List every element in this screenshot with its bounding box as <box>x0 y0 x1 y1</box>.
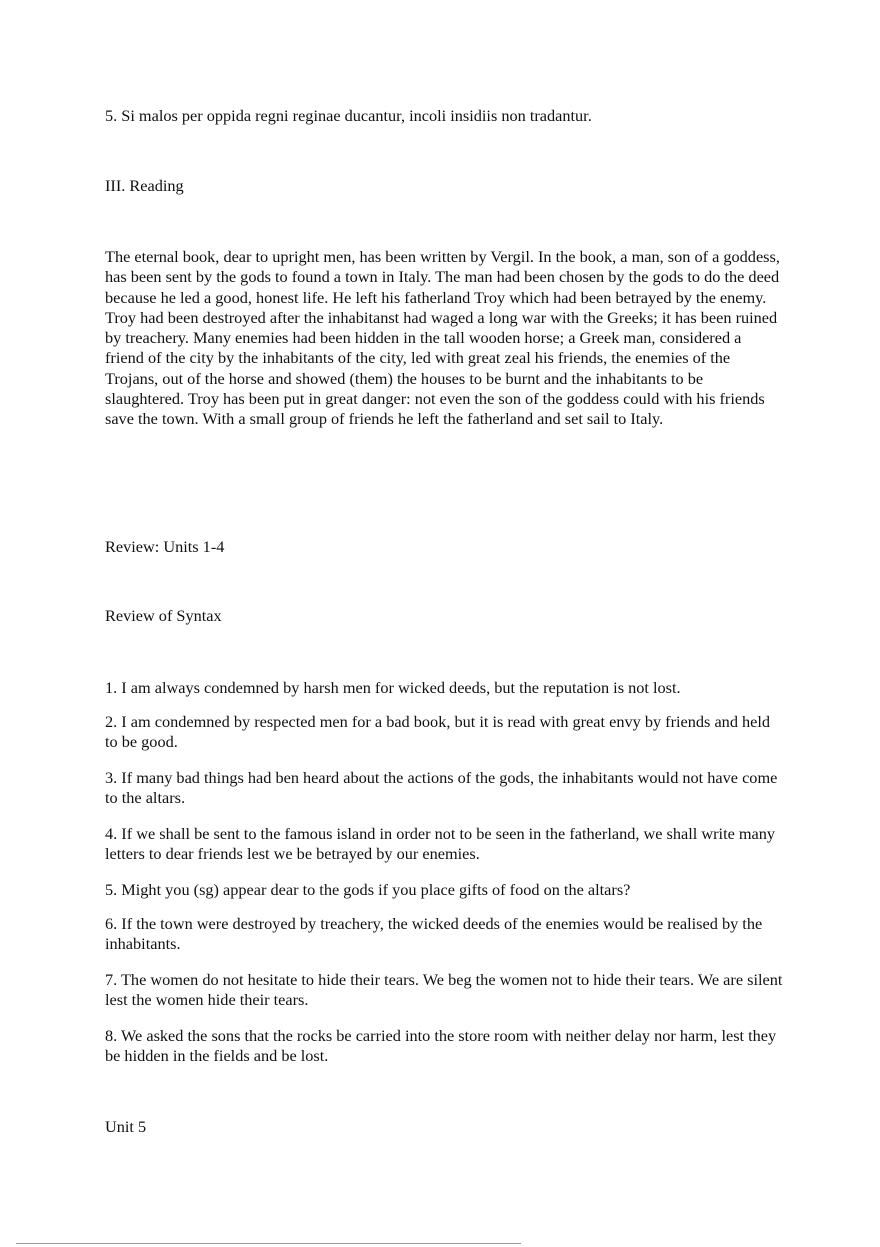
review-item-4: 4. If we shall be sent to the famous island in order not to be seen in the fatherland, we shall write many letters to dear friends lest we be betrayed by our enemies. <box>105 824 776 864</box>
review-item-8: 8. We asked the sons that the rocks be carried into the store room with neither delay nor harm, lest they be hidden in the fields and be lost. <box>105 1026 777 1066</box>
review-item-3: 3. If many bad things had ben heard about the actions of the gods, the inhabitants would not have come to the altars. <box>105 768 778 808</box>
review-syntax-subheading: Review of Syntax <box>105 606 222 625</box>
reading-paragraph: The eternal book, dear to upright men, has been written by Vergil. In the book, a man, son of a goddess, has been sent by the gods to found a town in Italy. The man had been chosen by the gods to do the deed because he led a good, honest life. He left his fatherland Troy which had been betrayed by the enemy. Troy had been destroyed after the inhabitanst had waged a long war with the Greeks; it has been ruined by treachery. Many enemies had been hidden in the tall wooden horse; a Greek man, considered a friend of the city by the inhabitants of the city, led with great zeal his friends, the enemies of the Trojans, out of the horse and showed (them) the houses to be burnt and the inhabitants to be slaughtered. Troy has been put in great danger: not even the son of the goddess could with his friends save the town. With a small group of friends he left the fatherland and set sail to Italy. <box>105 247 780 429</box>
footer-divider <box>16 1243 521 1244</box>
reading-heading: III. Reading <box>105 176 184 195</box>
unit-5-heading: Unit 5 <box>105 1117 147 1136</box>
review-item-6: 6. If the town were destroyed by treachery, the wicked deeds of the enemies would be realised by the inhabitants. <box>105 914 763 954</box>
review-item-7: 7. The women do not hesitate to hide their tears. We beg the women not to hide their tears. We are silent lest the women hide their tears. <box>105 970 783 1010</box>
review-item-1: 1. I am always condemned by harsh men for wicked deeds, but the reputation is not lost. <box>105 678 681 697</box>
review-heading: Review: Units 1-4 <box>105 537 225 556</box>
review-item-2: 2. I am condemned by respected men for a bad book, but it is read with great envy by friends and held to be good. <box>105 712 771 752</box>
latin-sentence-5: 5. Si malos per oppida regni reginae ducantur, incoli insidiis non tradantur. <box>105 106 592 125</box>
review-item-5: 5. Might you (sg) appear dear to the gods if you place gifts of food on the altars? <box>105 880 631 899</box>
